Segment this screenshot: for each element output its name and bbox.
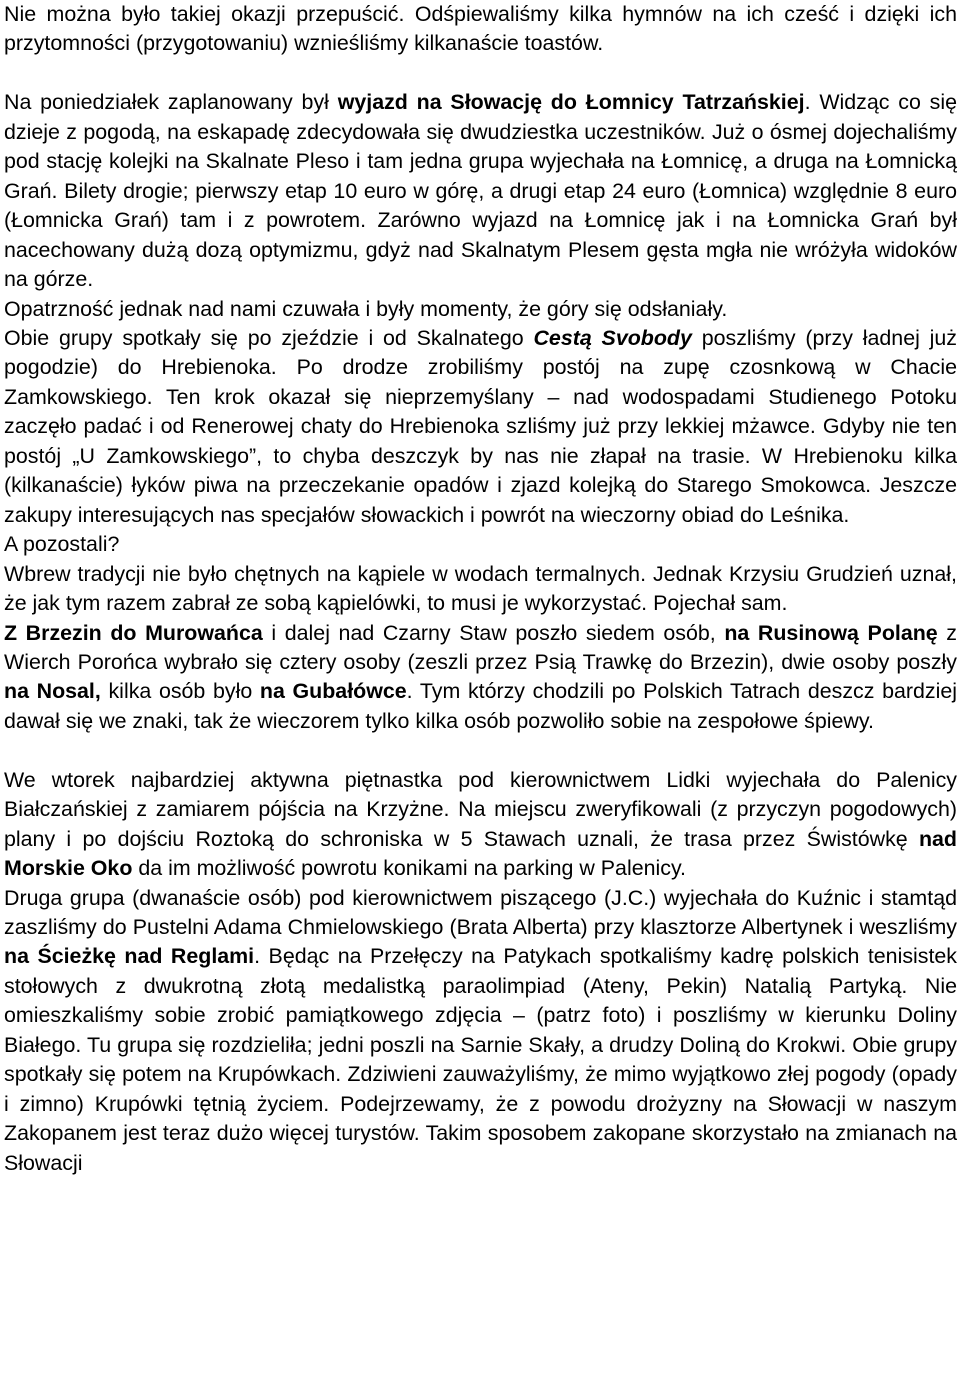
paragraph-p8 [4, 766, 957, 884]
document-page [4, 0, 957, 1178]
text-run: i dalej nad Czarny Staw poszło siedem osób, [262, 620, 725, 645]
bold-text: Z Brzezin do Murowańca [4, 620, 263, 645]
text-run: Nie można było takiej okazji przepuścić. Odśpiewaliśmy kilka hymnów na ich cześć i dzięki ich przytomności (przygotowaniu) wznieśliśmy kilkanaście toastów. [4, 2, 957, 56]
text-run: . Tym którzy chodzili po Polskich Tatrach deszcz bardziej dawał się we znaki, tak że wieczorem tylko kilka osób pozwoliło sobie na zespołowe śpiewy. [4, 679, 957, 733]
text-run: . Będąc na Przełęczy na Patykach spotkaliśmy kadrę polskich tenisistek stołowych z dwukrotną złotą medalistką paraolimpiad (Ateny, Pekin) Natalią Partyką. Nie omieszkaliśmy sobie zrobić pamiątkowego zdjęcia – (patrz foto) i poszliśmy w kierunku Doliny Białego. Tu grupa się rozdzieliła; jedni poszli na Sarnie Skały, a drudzy Doliną do Krokwi. Obie grupy spotkały się potem na Krupówkach. Zdziwieni zauważyliśmy, że mimo wyjątkowo złej pogody (opady i zimno) Krupówki tętnią życiem. Podejrzewamy, że z powodu drożyzny na Słowacji w naszym Zakopanem jest teraz dużo więcej turystów. Takim sposobem zakopane skorzystało na zmianach na Słowacji [4, 944, 958, 1175]
text-run: Wbrew tradycji nie było chętnych na kąpiele w wodach termalnych. Jednak Krzysiu Grudzień uznał, że jak tym razem zabrał ze sobą kąpielówki, to musi je wykorzystać. Pojechał sam. [4, 561, 957, 616]
text-run: . Widząc co się dzieje z pogodą, na eskapadę zdecydowała się dwudziestka uczestników. Już o ósmej dojechaliśmy pod stację kolejki na Skalnate Pleso i tam jedna grupa wyjechała na Łomnicę, a druga na Łomnicką Grań. Bilety drogie; pierwszy etap 10 euro w górę, a drugi etap 24 euro (Łomnica) względnie 8 euro (Łomnicka Grań) tam i z powrotem. Zarówno wyjazd na Łomnicę jak i na Łomnicka Grań był nacechowany dużą dozą optymizmu, gdyż nad Skalnatym Plesem gęsta mgła nie wróżyła widoków na górze. [4, 90, 957, 292]
paragraph-p3 [4, 295, 957, 324]
bold-text: na Gubałówce [259, 679, 407, 704]
text-run: Na poniedziałek zaplanowany był [4, 90, 338, 115]
text-run: We wtorek najbardziej aktywna piętnastka pod kierownictwem Lidki wyjechała do Palenicy Białczańskiej z zamiarem pójścia na Krzyżne. Na miejscu zweryfikowali (z przyczyn pogodowych) plany i po dojściu Roztoką do schroniska w 5 Stawach uznali, że trasa przez Świstówkę [4, 767, 957, 851]
text-run: poszliśmy (przy ładnej już pogodzie) do Hrebienoka. Po drodze zrobiliśmy postój na zupę czosnkową w Chacie Zamkowskiego. Ten krok okazał się nieprzemyślany – nad wodospadami Studienego Potoku zaczęło padać i od Renerowej chaty do Hrebienoka szliśmy już przy lekkiej mżawce. Gdyby nie ten postój „U Zamkowskiego”, to chyba deszczyk by nas nie złapał na trasie. W Hrebienoku kilka (kilkanaście) łyków piwa na przeczekanie opadów i zjazd kolejką do Starego Smokowca. Jeszcze zakupy interesujących nas specjałów słowackich i powrót na wieczorny obiad do Leśnika. [4, 325, 958, 527]
paragraph-p9 [4, 884, 957, 1179]
paragraph-gap [4, 736, 957, 765]
bold-text: nad Morskie Oko [4, 826, 957, 881]
text-run: Obie grupy spotkały się po zjeździe i od Skalnatego [4, 325, 534, 350]
text-run: Druga grupa (dwanaście osób) pod kierownictwem piszącego (J.C.) wyjechała do Kuźnic i stamtąd zaszliśmy do Pustelni Adama Chmielowskiego (Brata Alberta) przy klasztorze Albertynek i weszliśmy [4, 885, 957, 940]
text-run: A pozostali? [4, 532, 120, 557]
paragraph-gap [4, 59, 957, 88]
paragraph-p6 [4, 560, 957, 619]
paragraph-p1 [4, 0, 957, 59]
text-run: da im możliwość powrotu konikami na parking w Palenicy. [132, 856, 686, 881]
bold-italic-text: Cestą Svobody [533, 325, 692, 350]
text-run: z Wierch Porońca wybrało się cztery osoby (zeszli przez Psią Trawkę do Brzezin), dwie osoby poszły [4, 620, 957, 674]
text-run: kilka osób było [100, 679, 260, 704]
bold-text: na Nosal, [4, 679, 101, 704]
bold-text: na Ścieżkę nad Reglami [4, 944, 255, 969]
text-run: Opatrzność jednak nad nami czuwała i były momenty, że góry się odsłaniały. [4, 296, 728, 321]
paragraph-p4 [4, 324, 957, 530]
paragraph-p7 [4, 619, 957, 737]
bold-text: na Rusinową Polanę [724, 620, 938, 645]
bold-text: wyjazd na Słowację do Łomnicy Tatrzańskiej [337, 90, 805, 115]
paragraph-p2 [4, 88, 957, 294]
paragraph-p5 [4, 530, 957, 559]
